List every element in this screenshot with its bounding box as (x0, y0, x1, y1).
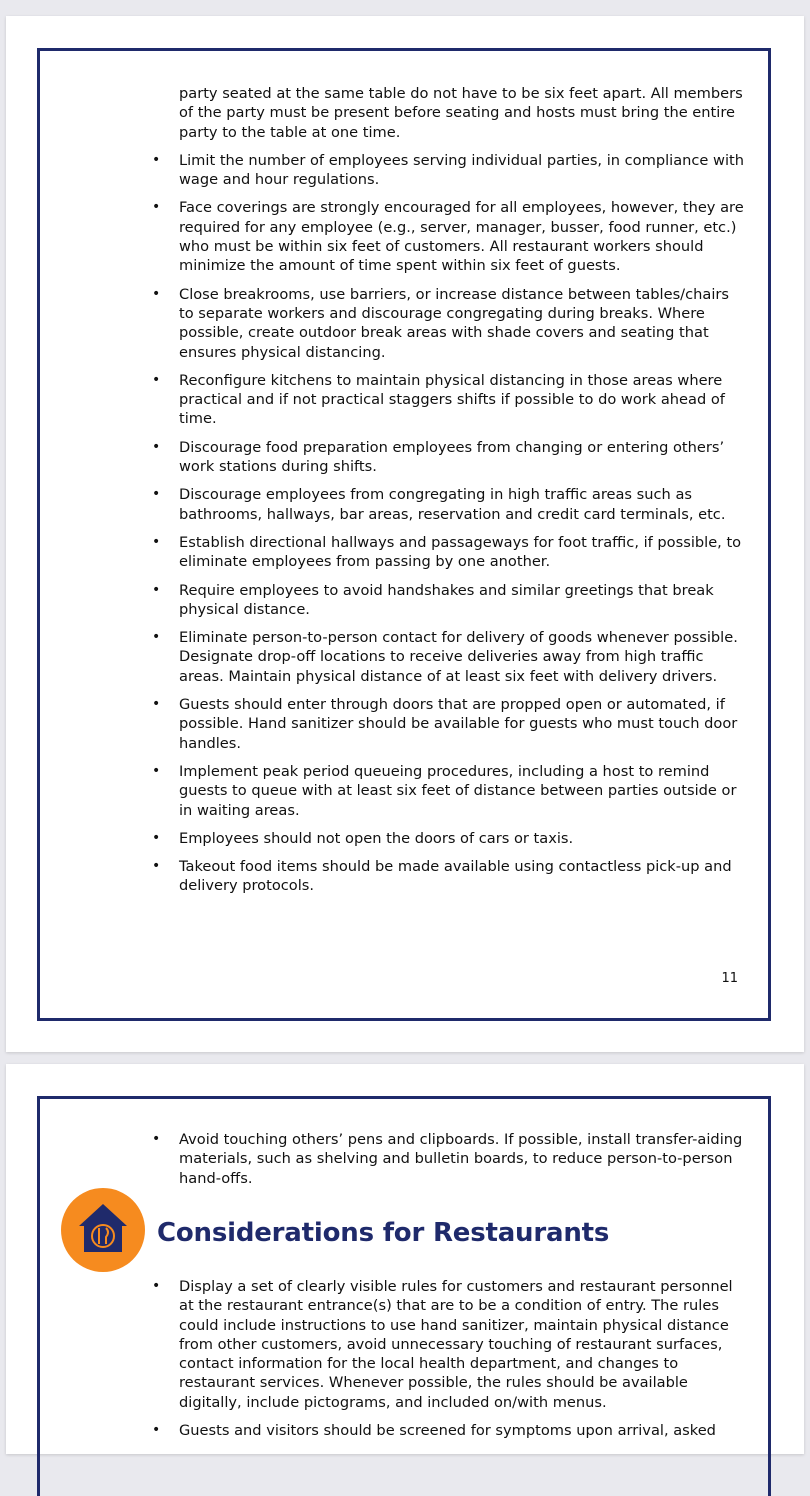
list-item: • Implement peak period queueing procedures, including a host to remind guests to queue with at least six feet of distance between parties outside or in waiting areas. (148, 762, 748, 820)
section-content (148, 1268, 748, 1440)
list-item: • Discourage employees from congregating in high traffic areas such as bathrooms, hallways, bar areas, reservation and credit card terminals, etc. (148, 485, 748, 524)
page-content-top (148, 1130, 748, 1188)
list-item: • Limit the number of employees serving individual parties, in compliance with wage and hour regulations. (148, 151, 748, 190)
list-item: • Require employees to avoid handshakes and similar greetings that break physical distance. (148, 581, 748, 620)
list-item: • Avoid touching others’ pens and clipboards. If possible, install transfer-aiding materials, such as shelving and bulletin boards, to reduce person-to-person hand-offs. (148, 1130, 748, 1188)
list-item: • Employees should not open the doors of cars or taxis. (148, 829, 748, 848)
document-page-11 (6, 16, 804, 1052)
list-item: • Takeout food items should be made available using contactless pick-up and delivery protocols. (148, 857, 748, 896)
list-item: • Guests and visitors should be screened for symptoms upon arrival, asked (148, 1421, 748, 1440)
bullet-list (148, 1130, 748, 1188)
page-content (148, 84, 748, 896)
page-number: 11 (721, 971, 738, 986)
restaurant-house-icon (61, 1188, 145, 1272)
bullet-list (148, 1277, 748, 1440)
section-header (61, 1188, 761, 1274)
list-item: • Display a set of clearly visible rules for customers and restaurant personnel at the restaurant entrance(s) that are to be a condition of entry. The rules could include instructions to use hand sanitizer, maintain physical distance from other customers, avoid unnecessary touching of restaurant surfaces, contact information for the local health department, and changes to restaurant services. Whenever possible, the rules should be available digitally, include pictograms, and included on/with menus. (148, 1277, 748, 1412)
list-item: • Discourage food preparation employees from changing or entering others’ work stations during shifts. (148, 438, 748, 477)
list-item: • Close breakrooms, use barriers, or increase distance between tables/chairs to separate workers and discourage congregating during breaks. Where possible, create outdoor break areas with shade covers and seating that ensures physical distancing. (148, 285, 748, 362)
list-item: • Face coverings are strongly encouraged for all employees, however, they are required for any employee (e.g., server, manager, busser, food runner, etc.) who must be within six feet of customers. All restaurant workers should minimize the amount of time spent within six feet of guests. (148, 198, 748, 275)
list-item: • Guests should enter through doors that are propped open or automated, if possible. Hand sanitizer should be available for guests who must touch door handles. (148, 695, 748, 753)
list-item: • Establish directional hallways and passageways for foot traffic, if possible, to eliminate employees from passing by one another. (148, 533, 748, 572)
list-item: • Eliminate person-to-person contact for delivery of goods whenever possible. Designate drop-off locations to receive deliveries away from high traffic areas. Maintain physical distance of at least six feet with delivery drivers. (148, 628, 748, 686)
section-heading: Considerations for Restaurants (157, 1218, 610, 1248)
list-item: • Reconfigure kitchens to maintain physical distancing in those areas where practical and if not practical staggers shifts if possible to do work ahead of time. (148, 371, 748, 429)
continued-paragraph: party seated at the same table do not have to be six feet apart. All members of the party must be present before seating and hosts must bring the entire party to the table at one time. (179, 85, 743, 141)
bullet-list (148, 151, 748, 896)
document-page-12 (6, 1064, 804, 1454)
